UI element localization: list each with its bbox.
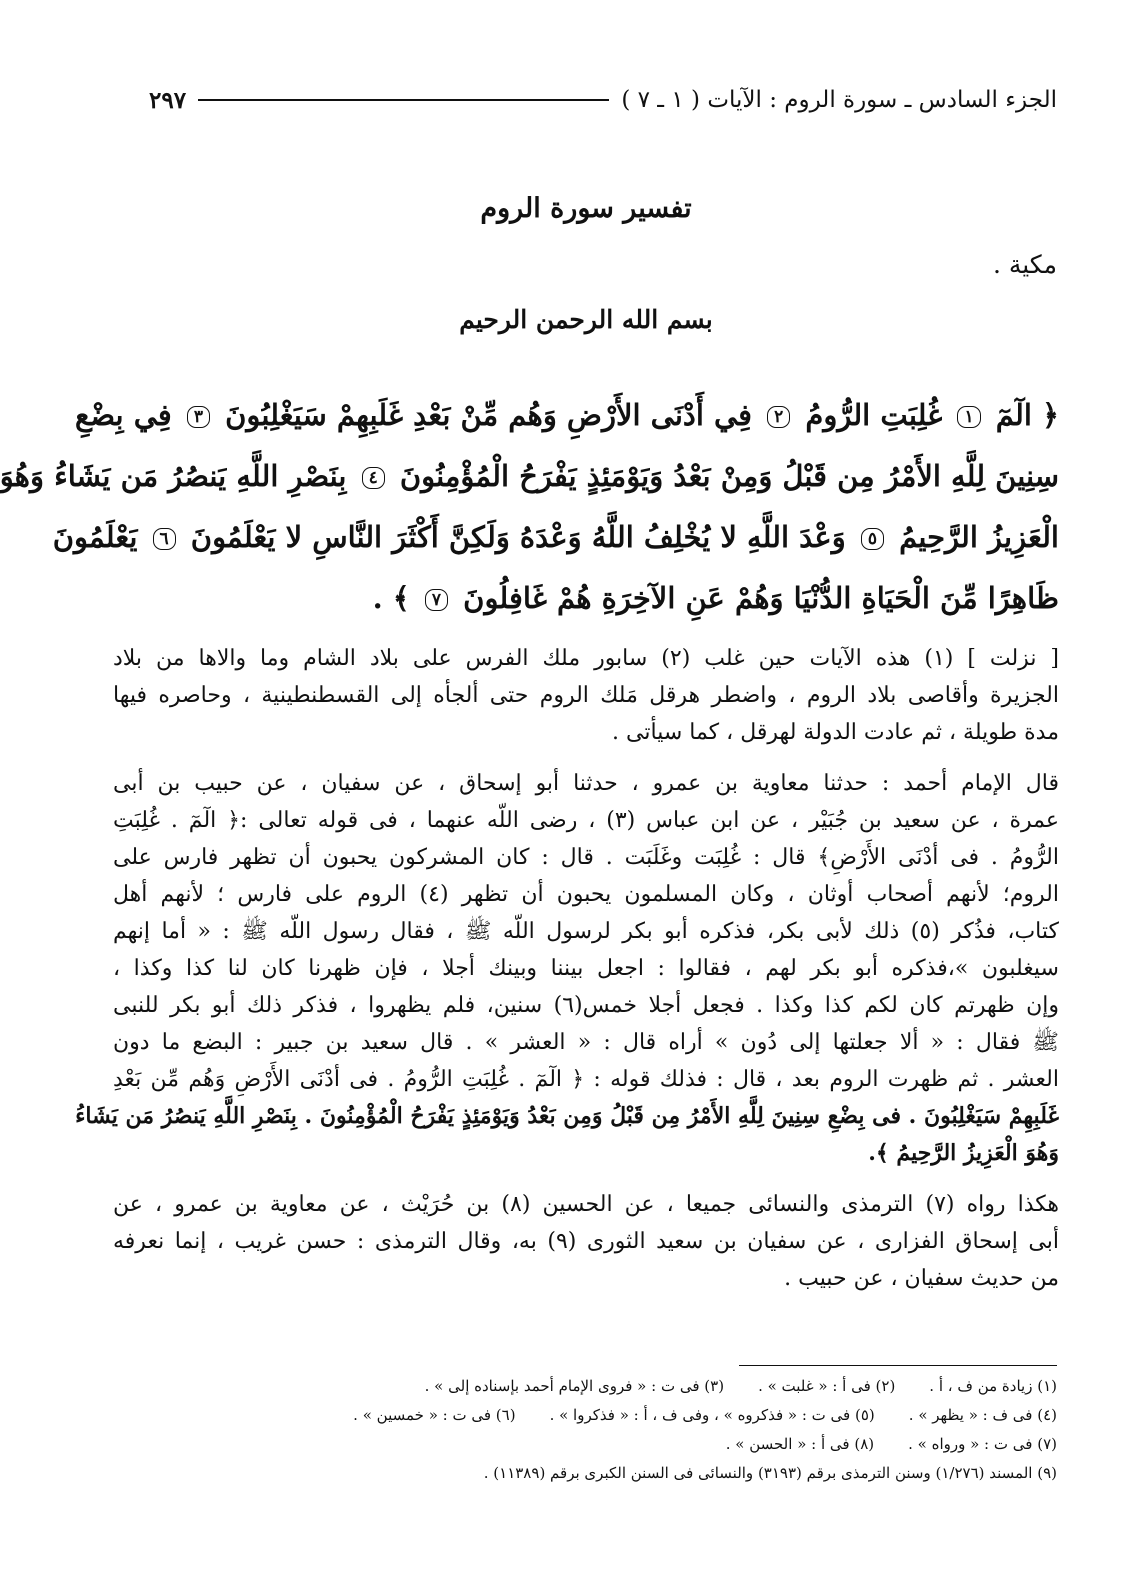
verse-line: الْعَزِيزُ الرَّحِيمُ ٥ وَعْدَ اللَّهِ لا يُخْلِفُ اللَّهُ وَعْدَهُ وَلَكِنَّ أَكْثَرَ النَّاسِ لا يَعْلَمُونَ ٦ يَعْلَمُونَ <box>52 520 1059 554</box>
verse-line: ﴿ الٓمٓ ١ غُلِبَتِ الرُّومُ ٢ فِي أَدْنَى الأَرْضِ وَهُم مِّنْ بَعْدِ غَلَبِهِمْ سَيَغْلِبُونَ ٣ فِي بِضْعِ <box>74 398 1059 432</box>
text-line: قال الإمام أحمد : حدثنا معاوية بن عمرو ، حدثنا أبو إسحاق ، عن سفيان ، عن حبيب بن أبى <box>113 771 1059 796</box>
footnote: (٢) فى أ : « غلبت » . <box>758 1377 896 1395</box>
quran-verses <box>0 385 1059 635</box>
text-line: من حديث سفيان ، عن حبيب . <box>784 1266 1059 1291</box>
footnote: (٦) فى ت : « خمسين » . <box>353 1406 516 1424</box>
sura-title: تفسير سورة الروم <box>480 193 692 224</box>
footnote-line <box>149 1401 1057 1430</box>
verse-number-marker: ٣ <box>187 406 210 428</box>
running-title: الجزء السادس ـ سورة الروم : الآيات ( ١ ـ ٧ ) <box>621 87 1057 113</box>
text-line: هكذا رواه (٧) الترمذى والنسائى جميعا ، عن الحسين (٨) بن حُرَيْث ، عن معاوية بن عمرو ، عن <box>113 1192 1059 1217</box>
text-line: الرُّومُ . فى أدْنَى الأَرْضِ﴾ قال : غُلِبَت وغَلَبَت . قال : كان المشركون يحبون أن تظهر فارس على <box>113 845 1059 870</box>
footnote-line <box>149 1459 1057 1488</box>
verse-number-marker: ٤ <box>362 467 385 489</box>
verse-number-marker: ١ <box>957 406 980 428</box>
basmala: بسم الله الرحمن الرحيم <box>459 305 713 334</box>
text-line: ﷺ فقال : « ألا جعلتها إلى دُون » أراه قال : « العشر » . قال سعيد بن جبير : البضع ما دون <box>113 1030 1059 1055</box>
footnote-rule <box>739 1365 1057 1366</box>
text-line: وَهُوَ الْعَزِيزُ الرَّحِيمُ ﴾. <box>868 1140 1059 1166</box>
text-line: الجزيرة وأقاصى بلاد الروم ، واضطر هرقل مَلك الروم حتى ألجأه إلى القسطنطينية ، وحاصره فيها <box>113 683 1059 708</box>
footnote-line <box>149 1372 1057 1401</box>
footnote: (٧) فى ت : « ورواه » . <box>908 1435 1057 1453</box>
footnote: (٨) فى أ : « الحسن » . <box>725 1435 875 1453</box>
verse-number-marker: ٥ <box>861 528 884 550</box>
footnote: (٩) المسند (١/٢٧٦) وسنن الترمذى برقم (٣١٩٣) والنسائى فى السنن الكبرى برقم (١١٣٨٩) . <box>483 1464 1057 1482</box>
footnote: (٤) فى ف : « يظهر » . <box>908 1406 1057 1424</box>
verse-line: سِنِينَ لِلَّهِ الأَمْرُ مِن قَبْلُ وَمِنْ بَعْدُ وَيَوْمَئِذٍ يَفْرَحُ الْمُؤْمِنُونَ ٤ بِنَصْرِ اللَّهِ يَنصُرُ مَن يَشَاءُ وَهُوَ <box>0 459 1059 493</box>
commentary-body <box>75 640 1059 1297</box>
text-line: العشر . ثم ظهرت الروم بعد ، قال : فذلك قوله : ﴿ الٓمٓ . غُلِبَتِ الرُّومُ . فى أدْنَى الأَرْضِ وَهُم مِّن بَعْدِ <box>113 1067 1059 1092</box>
revelation-place: مكية . <box>992 250 1057 279</box>
footnote: (٣) فى ت : « فروى الإمام أحمد بإسناده إلى » . <box>424 1377 725 1395</box>
text-line: سيغلبون »،فذكره أبو بكر لهم ، فقالوا : اجعل بيننا وبينك أجلا ، فإن ظهرنا كان لنا كذا وكذا ، <box>113 956 1059 981</box>
verse-number-marker: ٦ <box>153 528 176 550</box>
text-line: غَلَبِهِمْ سَيَغْلِبُونَ . فى بِضْعِ سِنِينَ لِلَّهِ الأَمْرُ مِن قَبْلُ وَمِن بَعْدُ وَيَوْمَئِذٍ يَفْرَحُ الْمُؤْمِنُونَ . بِنَصْرِ اللَّهِ يَنصُرُ مَن يَشَاءُ <box>75 1103 1059 1129</box>
text-line: [ نزلت ] (١) هذه الآيات حين غلب (٢) سابور ملك الفرس على بلاد الشام وما والاها من بلاد <box>113 646 1059 671</box>
header-rule <box>198 99 609 101</box>
footnote: (١) زيادة من ف ، أ . <box>929 1377 1057 1395</box>
text-line: وإن ظهرتم كان لكم كذا وكذا . فجعل أجلا خمس(٦) سنين، فلم يظهروا ، فذكر ذلك أبو بكر للنبى <box>113 993 1059 1018</box>
text-line: مدة طويلة ، ثم عادت الدولة لهرقل ، كما سيأتى . <box>612 720 1059 745</box>
text-line: كتاب، فذُكر (٥) ذلك لأبى بكر، فذكره أبو بكر لرسول اللّه ﷺ ، فقال رسول اللّه ﷺ : « أما إنهم <box>113 919 1059 944</box>
footnote: (٥) فى ت : « فذكروه » ، وفى ف ، أ : « فذكروا » . <box>549 1406 875 1424</box>
text-line: عمرة ، عن سعيد بن جُبَيْر ، عن ابن عباس (٣) ، رضى اللّه عنهما ، فى قوله تعالى :﴿ الٓمٓ . غُلِبَتِ <box>113 808 1059 833</box>
footnotes <box>149 1372 1057 1488</box>
text-line: أبى إسحاق الفزارى ، عن سفيان بن سعيد الثورى (٩) به، وقال الترمذى : حسن غريب ، إنما نعرفه <box>113 1229 1059 1254</box>
verse-number-marker: ٧ <box>425 589 448 611</box>
page-number: ٢٩٧ <box>149 86 187 114</box>
text-line: الروم؛ لأنهم أصحاب أوثان ، وكان المسلمون يحبون أن تظهر (٤) الروم على فارس ؛ لأنهم أهل <box>113 882 1059 907</box>
footnote-line <box>149 1430 1057 1459</box>
verse-line: ظَاهِرًا مِّنَ الْحَيَاةِ الدُّنْيَا وَهُمْ عَنِ الآخِرَةِ هُمْ غَافِلُونَ ٧ ﴾ . <box>372 581 1059 615</box>
verse-number-marker: ٢ <box>767 406 790 428</box>
running-header <box>149 80 1057 120</box>
